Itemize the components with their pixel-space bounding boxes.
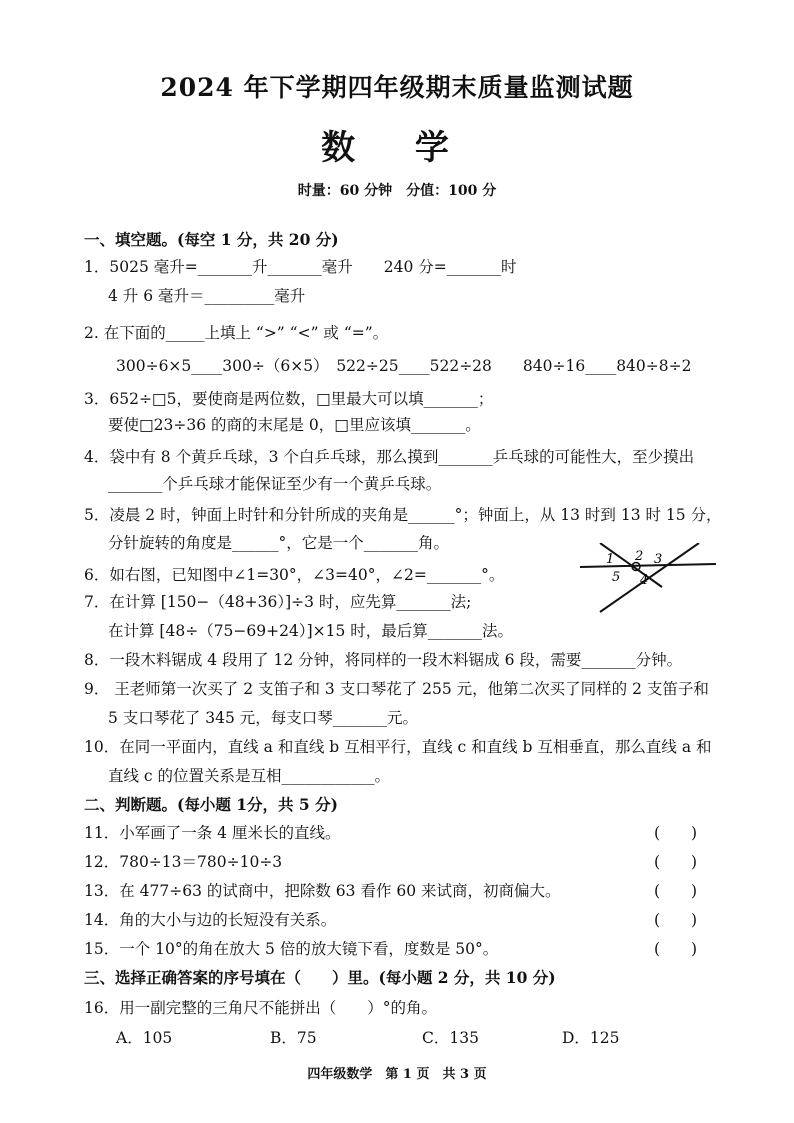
question-2-line-2: 300÷6×5____300÷（6×5） 522÷25____522÷28 840÷16____840÷8÷2 (116, 357, 692, 375)
question-8: 8．一段木料锯成 4 段用了 12 分钟，将同样的一段木料锯成 6 段，需要_______分钟。 (84, 651, 683, 669)
choice-c[interactable]: C．135 (422, 1029, 479, 1047)
angle-label-4: 4 (640, 573, 649, 588)
answer-paren-13[interactable]: ( ) (654, 882, 698, 900)
question-6: 6．如右图，已知图中∠1=30°，∠3=40°，∠2=_______°。 (84, 566, 505, 584)
question-1-line-2: 4 升 6 毫升＝_________毫升 (108, 287, 306, 305)
section-heading-fill-in: 一、填空题。(每空 1 分，共 20 分) (84, 230, 339, 249)
question-4-line-2: _______个乒乓球才能保证至少有一个黄乒乓球。 (108, 475, 442, 493)
exam-meta: 时量：60 分钟 分值：100 分 (297, 183, 497, 199)
question-9-line-2: 5 支口琴花了 345 元，每支口琴_______元。 (108, 709, 418, 727)
question-5-line-1: 5．凌晨 2 时，钟面上时针和分针所成的夹角是______°；钟面上，从 13 时到 13 时 15 分， (84, 506, 722, 524)
question-14: 14．角的大小与边的长短没有关系。 (84, 911, 337, 929)
question-11: 11．小军画了一条 4 厘米长的直线。 (84, 824, 341, 842)
question-3-line-1: 3．652÷□5，要使商是两位数，□里最大可以填_______； (84, 390, 494, 408)
section-heading-true-false: 二、判断题。(每小题 1分，共 5 分) (84, 795, 338, 814)
question-1-line-1: 1．5025 毫升=_______升_______毫升 240 分=_______时 (84, 258, 517, 276)
angle-label-5: 5 (612, 570, 621, 585)
question-10-line-2: 直线 c 的位置关系是互相____________。 (108, 767, 391, 785)
question-13: 13．在 477÷63 的试商中，把除数 63 看作 60 来试商，初商偏大。 (84, 882, 561, 900)
horizontal-line (580, 564, 716, 567)
question-10-line-1: 10．在同一平面内，直线 a 和直线 b 互相平行，直线 c 和直线 b 互相垂直，那么直线 a 和 (84, 738, 712, 756)
question-9-line-1: 9． 王老师第一次买了 2 支笛子和 3 支口琴花了 255 元，他第二次买了同样的 2 支笛子和 (84, 680, 709, 698)
intersecting-lines-figure (578, 543, 718, 615)
choice-a[interactable]: A．105 (116, 1029, 173, 1047)
page-footer: 四年级数学 第 1 页 共 3 页 (307, 1067, 487, 1082)
answer-paren-11[interactable]: ( ) (654, 824, 698, 842)
question-2-line-1: 2. 在下面的_____上填上 “>” “<” 或 “=”。 (84, 324, 389, 342)
question-7-line-2: 在计算 [48÷（75−69+24）]×15 时，最后算_______法。 (108, 622, 514, 640)
exam-title: 2024 年下学期四年级期末质量监测试题 (160, 73, 634, 102)
choice-b[interactable]: B．75 (270, 1029, 317, 1047)
angle-label-3: 3 (654, 552, 663, 567)
question-12: 12．780÷13＝780÷10÷3 (84, 853, 283, 871)
question-5-line-2: 分针旋转的角度是______°，它是一个_______角。 (108, 534, 450, 552)
subject-title: 数 学 (321, 128, 473, 168)
question-4-line-1: 4．袋中有 8 个黄乒乓球，3 个白乒乓球，那么摸到_______乒乓球的可能性大，至少摸出 (84, 448, 695, 466)
section-heading-multiple-choice: 三、选择正确答案的序号填在（ ）里。(每小题 2 分，共 10 分) (84, 968, 556, 987)
angle-label-1: 1 (606, 552, 615, 567)
answer-paren-14[interactable]: ( ) (654, 911, 698, 929)
question-16: 16．用一副完整的三角尺不能拼出（ ）°的角。 (84, 999, 437, 1017)
question-7-line-1: 7．在计算 [150−（48+36）]÷3 时，应先算_______法; (84, 593, 472, 611)
angle-label-2: 2 (635, 549, 644, 564)
choice-d[interactable]: D．125 (562, 1029, 620, 1047)
answer-paren-15[interactable]: ( ) (654, 940, 698, 958)
question-15: 15．一个 10°的角在放大 5 倍的放大镜下看，度数是 50°。 (84, 940, 499, 958)
question-3-line-2: 要使□23÷36 的商的末尾是 0，□里应该填_______。 (108, 416, 481, 434)
answer-paren-12[interactable]: ( ) (654, 853, 698, 871)
